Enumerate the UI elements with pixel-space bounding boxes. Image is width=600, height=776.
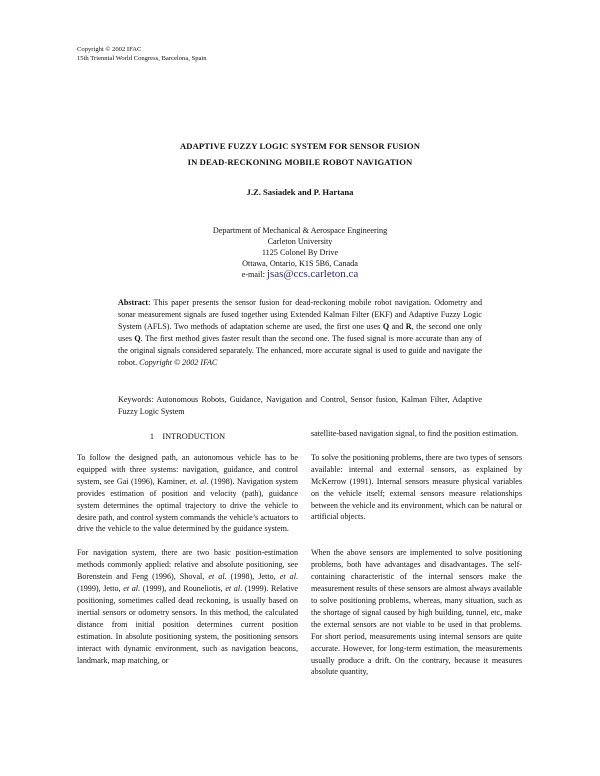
department: Department of Mechanical & Aerospace Engineering (212, 226, 388, 235)
section-number: 1 (149, 432, 155, 441)
conference-line: 15th Triennial World Congress, Barcelona, Spain (77, 55, 207, 62)
right-paragraph-1: To solve the positioning problems, there are two types of sensors available: internal and external sensors, as explained by McKerrow (1991). Internal sensors measure physical variables on the vehicle itself; external sensors measure relationships between the vehicle and its environment, which can be natural or artificial objects. (311, 452, 522, 522)
left-p1-text-2: (1998). Navigation system provides estimation of position and velocity (path), guidance system determines the optimal trajectory to drive the vehicle to desire path, and control system commands the vehicle’s actuators to drive the vehicle to the value determined by the guidance system. (77, 476, 298, 534)
copyright-header (77, 45, 207, 63)
right-paragraph-2: When the above sensors are implemented to solve positioning problems, both have advantages and disadvantages. The self-containing characteristic of the internal sensors make the measurement results of these sensors are almost always available to solve positioning problems, whereas, many situation, such as the shortage of signal caused by high building, tunnel, etc, make the external sensors are not viable to be used in that problems. For short period, measurements using internal sensors are quite accurate. However, for long-term estimation, the measurements usually produce a drift. On the contrary, because it measures absolute quantity, (311, 548, 522, 677)
left-p1-etal: et. al. (189, 476, 209, 486)
left-p2-text-5: . (1999). Relative positioning, sometimes called dead reckoning, is usually based on inertial sensors or odometry sensors. In this method, the calculated distance from initial position determines current position estimation. In absolute positioning system, the positioning sensors interact with dynamic environment, such as navigation beacons, landmark, map matching, or (77, 584, 299, 665)
authors: J.Z. Sasiadek and P. Hartana (246, 187, 354, 197)
keywords: Keywords: Autonomous Robots, Guidance, Navigation and Control, Sensor fusion, Kalman Filter, Adaptive Fuzzy Logic System (118, 395, 482, 416)
email-link[interactable]: jsas@ccs.carleton.ca (266, 268, 359, 280)
right-paragraph-0: satellite-based navigation signal, to find the position estimation. (311, 429, 519, 438)
left-column (77, 452, 298, 666)
street: 1125 Colonel By Drive (261, 248, 339, 257)
abstract-label: Abstract (118, 298, 149, 307)
abstract (118, 297, 482, 368)
symbol-r: R (405, 321, 412, 331)
left-paragraph-1 (77, 452, 298, 535)
section-title: INTRODUCTION (162, 432, 226, 441)
university: Carleton University (267, 237, 333, 246)
symbol-q-2: Q (134, 333, 141, 343)
left-p1-text-1: To follow the designed path, an autonomous vehicle has to be equipped with three systems: navigation, guidance, and control system, see Gai (1996), Kaminer, (77, 453, 298, 486)
title-line-2: IN DEAD-RECKONING MOBILE ROBOT NAVIGATION (187, 157, 413, 167)
copyright-line: Copyright © 2002 IFAC (77, 46, 142, 53)
paper-title (0, 138, 600, 170)
symbol-q: Q (382, 321, 390, 331)
left-p2-text-2: . (1998), Jetto, (224, 572, 276, 582)
section-heading (77, 432, 298, 441)
left-p2-etal-1: et al (208, 572, 225, 582)
left-p2-text-4: . (1999), and Rouneliotis, (138, 584, 223, 594)
right-column (311, 428, 522, 678)
left-p2-etal-3: et al (123, 584, 139, 594)
left-p2-etal-4: et al (225, 584, 241, 594)
title-line-1: ADAPTIVE FUZZY LOGIC SYSTEM FOR SENSOR FUSION (179, 141, 421, 151)
email-line (0, 269, 600, 280)
left-p2-text-3: . (1999), Jetto, (77, 572, 298, 594)
left-p2-text-1: For navigation system, there are two basic position-estimation methods commonly applied: relative and absolute positioning, see Borenstein and Feng (1996), Shoval, (77, 548, 298, 582)
city: Ottawa, Ontario, K1S 5B6, Canada (242, 259, 358, 268)
email-label: e-mail: (241, 270, 265, 279)
abstract-text-1: : This paper presents the sensor fusion for dead-reckoning mobile robot navigation. Odometry and sonar measurement signals are fused together using Extended Kalman Filter (EKF) and Adaptive Fuzzy Logic System (AFLS). Two methods of adaptation scheme are used, the first one uses (118, 298, 482, 331)
abstract-copyright: Copyright © 2002 IFAC (139, 357, 218, 367)
left-p2-etal-2: et al (279, 572, 296, 582)
affiliation (0, 225, 600, 280)
abstract-text-2: , the second one only uses (118, 321, 482, 343)
left-paragraph-2 (77, 547, 298, 666)
abstract-text-3: . The first method gives faster result than the second one. The fused signal is more accurate than any of the original signals considered separately. The enhanced, more accurate signal is used to guide and navigate the robot. (118, 333, 482, 367)
abstract-and: and (391, 321, 404, 331)
